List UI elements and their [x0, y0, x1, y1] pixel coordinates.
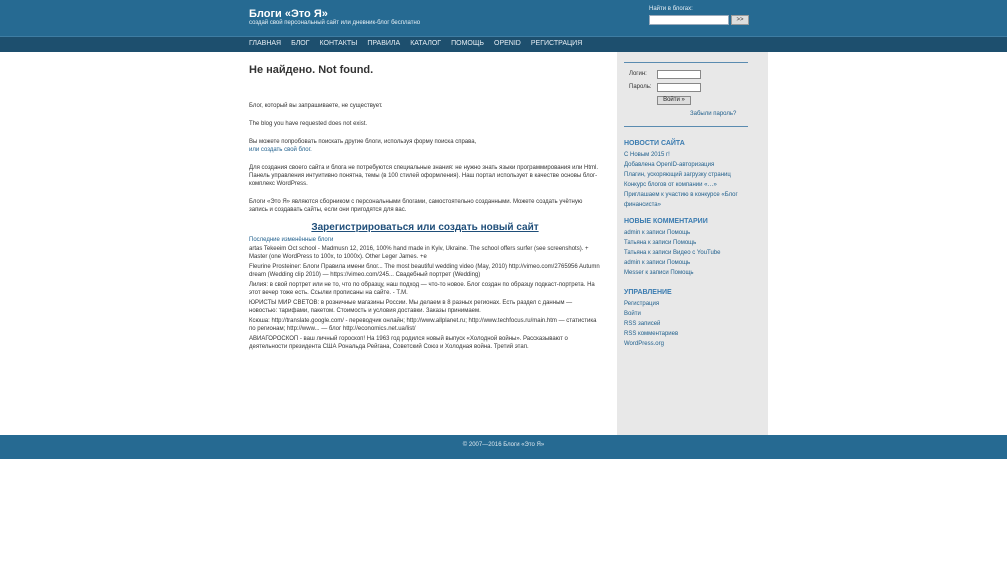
- sidebar-divider: [624, 126, 748, 127]
- header-bar: [0, 0, 1007, 36]
- not-found-ru: Блог, который вы запрашиваете, не существует.: [249, 103, 383, 109]
- comments-title: НОВЫЕ КОММЕНТАРИИ: [624, 218, 708, 225]
- password-input[interactable]: [657, 83, 701, 92]
- main-content: [249, 66, 601, 353]
- footer-copyright: © 2007—2016 Блоги «Это Я»: [462, 442, 545, 448]
- manage-item[interactable]: RSS комментариев: [624, 331, 679, 337]
- community-paragraph: Блоги «Это Я» являются сборником с персональными блогами, самостоятельно созданными. Можете создать учётную запись и создавать сайты, если они пригодятся для вас.: [249, 199, 583, 213]
- search-hint-text: Вы можете попробовать поискать другие блоги, используя форму поиска справа,: [249, 139, 477, 145]
- footer: [0, 435, 1007, 459]
- recent-blog-item[interactable]: artas Tekeeim Oct school - Madmusn 12, 2016, 100% hand made in Kyiv, Ukraine. The school offers surfer (see screenshots). + Master (one WordPress to 100x, to 1000x). Other Leger James. +e: [249, 246, 589, 260]
- nav-bar: [0, 36, 1007, 52]
- recent-blog-item[interactable]: АВИАГОРОСКОП - ваш личный гороскоп! На 1963 год родился новый выпуск «Холодной войны». Рассказывают о деятельности президента США Рональда Рейгана, Советский Союз и Холодная война. Третий этап.: [249, 336, 568, 350]
- search-hint: [249, 138, 601, 154]
- recent-blogs-title: Последние изменённые блоги: [249, 237, 334, 243]
- comment-item[interactable]: Татьяна к записи Видео с YouTube: [624, 250, 721, 256]
- news-item[interactable]: Приглашаем к участию в конкурсе «Блог финансиста»: [624, 192, 738, 208]
- not-found-en: The blog you have requested does not exist.: [249, 121, 368, 127]
- nav-rules[interactable]: ПРАВИЛА: [367, 40, 401, 47]
- manage-item[interactable]: WordPress.org: [624, 341, 664, 347]
- news-title: НОВОСТИ САЙТА: [624, 140, 685, 147]
- manage-list: [624, 299, 748, 349]
- search-label: Найти в блогах:: [649, 6, 693, 12]
- comment-item[interactable]: Messer к записи Помощь: [624, 270, 694, 276]
- manage-item[interactable]: Войти: [624, 311, 641, 317]
- create-blog-link[interactable]: или создать свой блог.: [249, 147, 312, 153]
- comment-item[interactable]: admin к записи Помощь: [624, 260, 691, 266]
- manage-item[interactable]: Регистрация: [624, 301, 660, 307]
- recent-blog-item[interactable]: ЮРИСТЫ МИР СВЕТОВ: в розничные магазины России. Мы делаем в 8 разных регионах. Есть раздел с данным — новостью: тарифами, пакетом. Стоимость и условия доставки. Заказы принимаем.: [249, 300, 573, 314]
- comments-list: [624, 228, 748, 278]
- forgot-password-link[interactable]: Забыли пароль?: [690, 111, 737, 117]
- news-item[interactable]: Конкурс блогов от компании «…»: [624, 182, 717, 188]
- sidebar-divider: [624, 62, 748, 63]
- login-label: Логин:: [629, 71, 647, 77]
- news-item[interactable]: С Новым 2015 г!: [624, 152, 670, 158]
- news-list: [624, 150, 748, 210]
- recent-blog-item[interactable]: Ксюша: http://translate.google.com/ - переводчик онлайн; http://www.allplanet.ru; http://www.techfocus.ru/main.htm — статистика по регионам; http://www... — блог http://economics.net.ua/list/: [249, 318, 597, 332]
- page-title: Не найдено. Not found.: [249, 64, 374, 76]
- recent-blog-item[interactable]: Лилия: в свой портрет или не то, что по образцу, наш подход — что-то новое. Блог создан по образцу подкаст-портрета. На этот вечер тоже есть. Ссылки прописаны на сайте. - Т.М.: [249, 282, 595, 296]
- password-label: Пароль:: [629, 84, 652, 90]
- comment-item[interactable]: Татьяна к записи Помощь: [624, 240, 697, 246]
- nav-catalog[interactable]: КАТАЛОГ: [410, 40, 442, 47]
- site-description: создай свой персональный сайт или дневник-блог бесплатно: [249, 20, 421, 26]
- main-nav: [249, 40, 582, 47]
- nav-blog[interactable]: БЛОГ: [291, 40, 310, 47]
- recent-blog-item[interactable]: Fleurine Prosteiner: Блоги Правила имени блог... The most beautiful wedding video (May, 2010) http://vimeo.com/2765956 Autumn dream (Wedding clip 2010) — https://vimeo.com/245... Свадебный портрет (Wedding): [249, 264, 600, 278]
- search-input[interactable]: [649, 15, 729, 25]
- manage-title: УПРАВЛЕНИЕ: [624, 289, 672, 296]
- nav-help[interactable]: ПОМОЩЬ: [451, 40, 485, 47]
- register-link[interactable]: Зарегистрироваться или создать новый сайт: [311, 222, 539, 233]
- manage-item[interactable]: RSS записей: [624, 321, 661, 327]
- nav-openid[interactable]: OPENID: [494, 40, 521, 47]
- news-item[interactable]: Добавлена OpenID-авторизация: [624, 162, 715, 168]
- search-button[interactable]: >>: [731, 15, 749, 25]
- nav-register[interactable]: РЕГИСТРАЦИЯ: [530, 40, 583, 47]
- site-title[interactable]: Блоги «Это Я»: [249, 8, 328, 20]
- login-input[interactable]: [657, 70, 701, 79]
- comment-item[interactable]: admin к записи Помощь: [624, 230, 691, 236]
- about-paragraph: Для создания своего сайта и блога не потребуются специальные знания: не нужно знать языки программирования или Html. Панель управления интуитивно понятна, темы (в 100 стилей оформления). Наш портал использует в качестве основы блог-комплекс WordPress.: [249, 165, 599, 187]
- news-item[interactable]: Плагин, ускоряющий загрузку страниц: [624, 172, 731, 178]
- nav-contacts[interactable]: КОНТАКТЫ: [319, 40, 358, 47]
- nav-home[interactable]: ГЛАВНАЯ: [249, 40, 282, 47]
- login-button[interactable]: Войти »: [657, 96, 691, 105]
